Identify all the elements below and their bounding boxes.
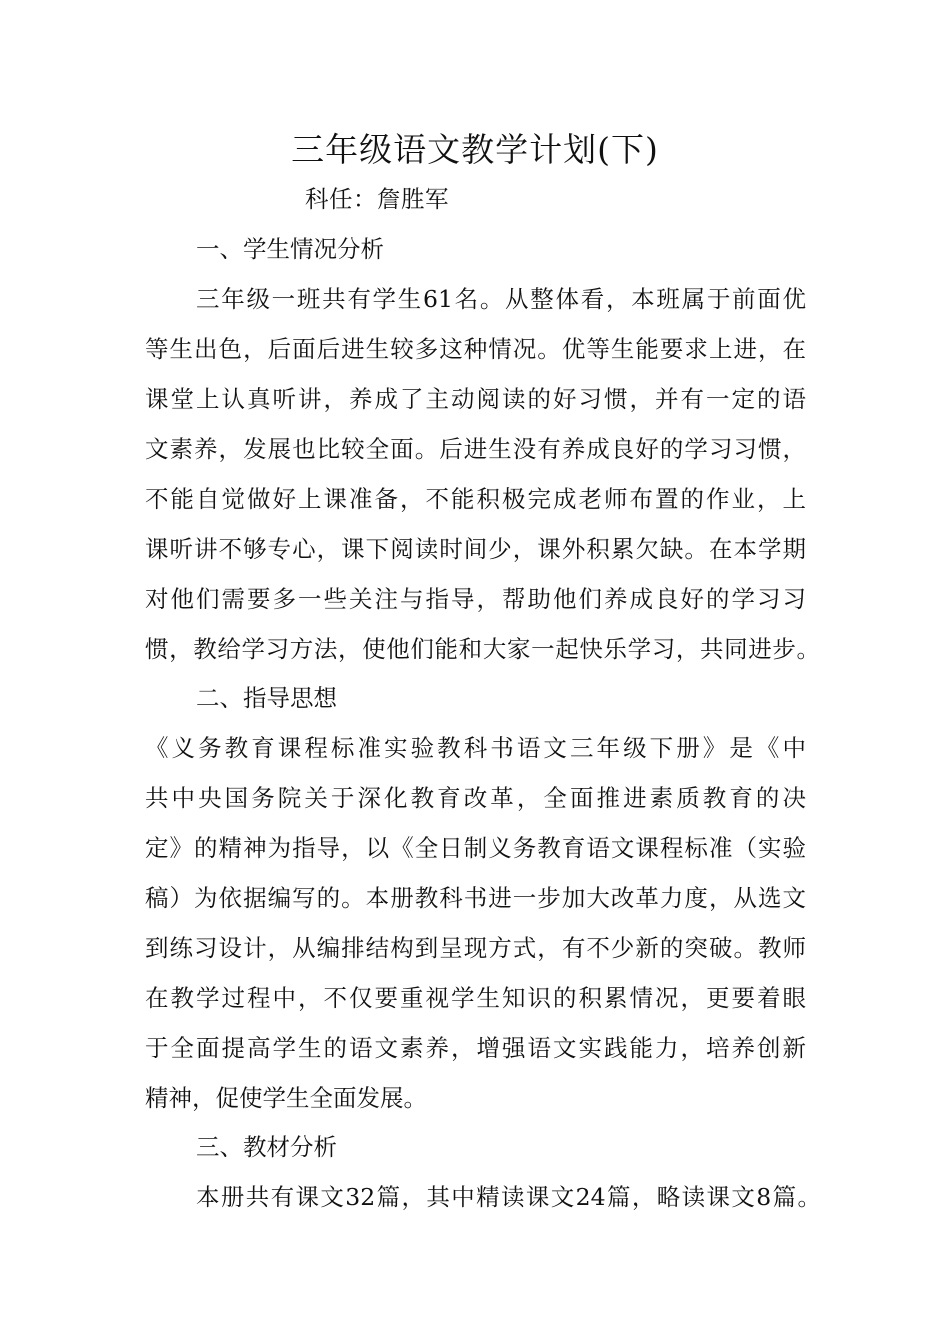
paragraph-line: 于全面提高学生的语文素养，增强语文实践能力，培养创新 — [145, 1034, 806, 1062]
paragraph-line: 本册共有课文32篇，其中精读课文24篇，略读课文8篇。 — [196, 1183, 821, 1211]
paragraph-line: 到练习设计，从编排结构到呈现方式，有不少新的突破。教师 — [145, 934, 806, 962]
paragraph-line: 对他们需要多一些关注与指导，帮助他们养成良好的学习习 — [145, 585, 806, 613]
paragraph-line: 三年级一班共有学生61名。从整体看，本班属于前面优 — [196, 285, 806, 313]
section-heading: 三、教材分析 — [196, 1133, 337, 1161]
paragraph-line: 稿）为依据编写的。本册教科书进一步加大改革力度，从选文 — [145, 884, 806, 912]
paragraph-line: 课堂上认真听讲，养成了主动阅读的好习惯，并有一定的语 — [145, 385, 806, 413]
paragraph-line: 等生出色，后面后进生较多这种情况。优等生能要求上进，在 — [145, 335, 806, 363]
section-heading: 二、指导思想 — [196, 684, 337, 712]
paragraph-line: 惯，教给学习方法，使他们能和大家一起快乐学习，共同进步。 — [145, 635, 820, 663]
document-title: 三年级语文教学计划(下) — [291, 130, 659, 169]
paragraph-line: 文素养，发展也比较全面。后进生没有养成良好的学习习惯， — [145, 435, 806, 463]
paragraph-line: 不能自觉做好上课准备，不能积极完成老师布置的作业，上 — [145, 485, 806, 513]
paragraph-line: 定》的精神为指导，以《全日制义务教育语文课程标准（实验 — [145, 834, 806, 862]
section-heading: 一、学生情况分析 — [196, 235, 384, 263]
paragraph-line: 在教学过程中，不仅要重视学生知识的积累情况，更要着眼 — [145, 984, 806, 1012]
paragraph-line: 课听讲不够专心，课下阅读时间少，课外积累欠缺。在本学期 — [145, 535, 806, 563]
paragraph-line: 共中央国务院关于深化教育改革，全面推进素质教育的决 — [145, 784, 806, 812]
author-line: 科任：詹胜军 — [305, 185, 449, 213]
paragraph-line: 《义务教育课程标准实验教科书语文三年级下册》是《中 — [145, 734, 806, 762]
paragraph-line: 精神，促使学生全面发展。 — [145, 1084, 427, 1112]
